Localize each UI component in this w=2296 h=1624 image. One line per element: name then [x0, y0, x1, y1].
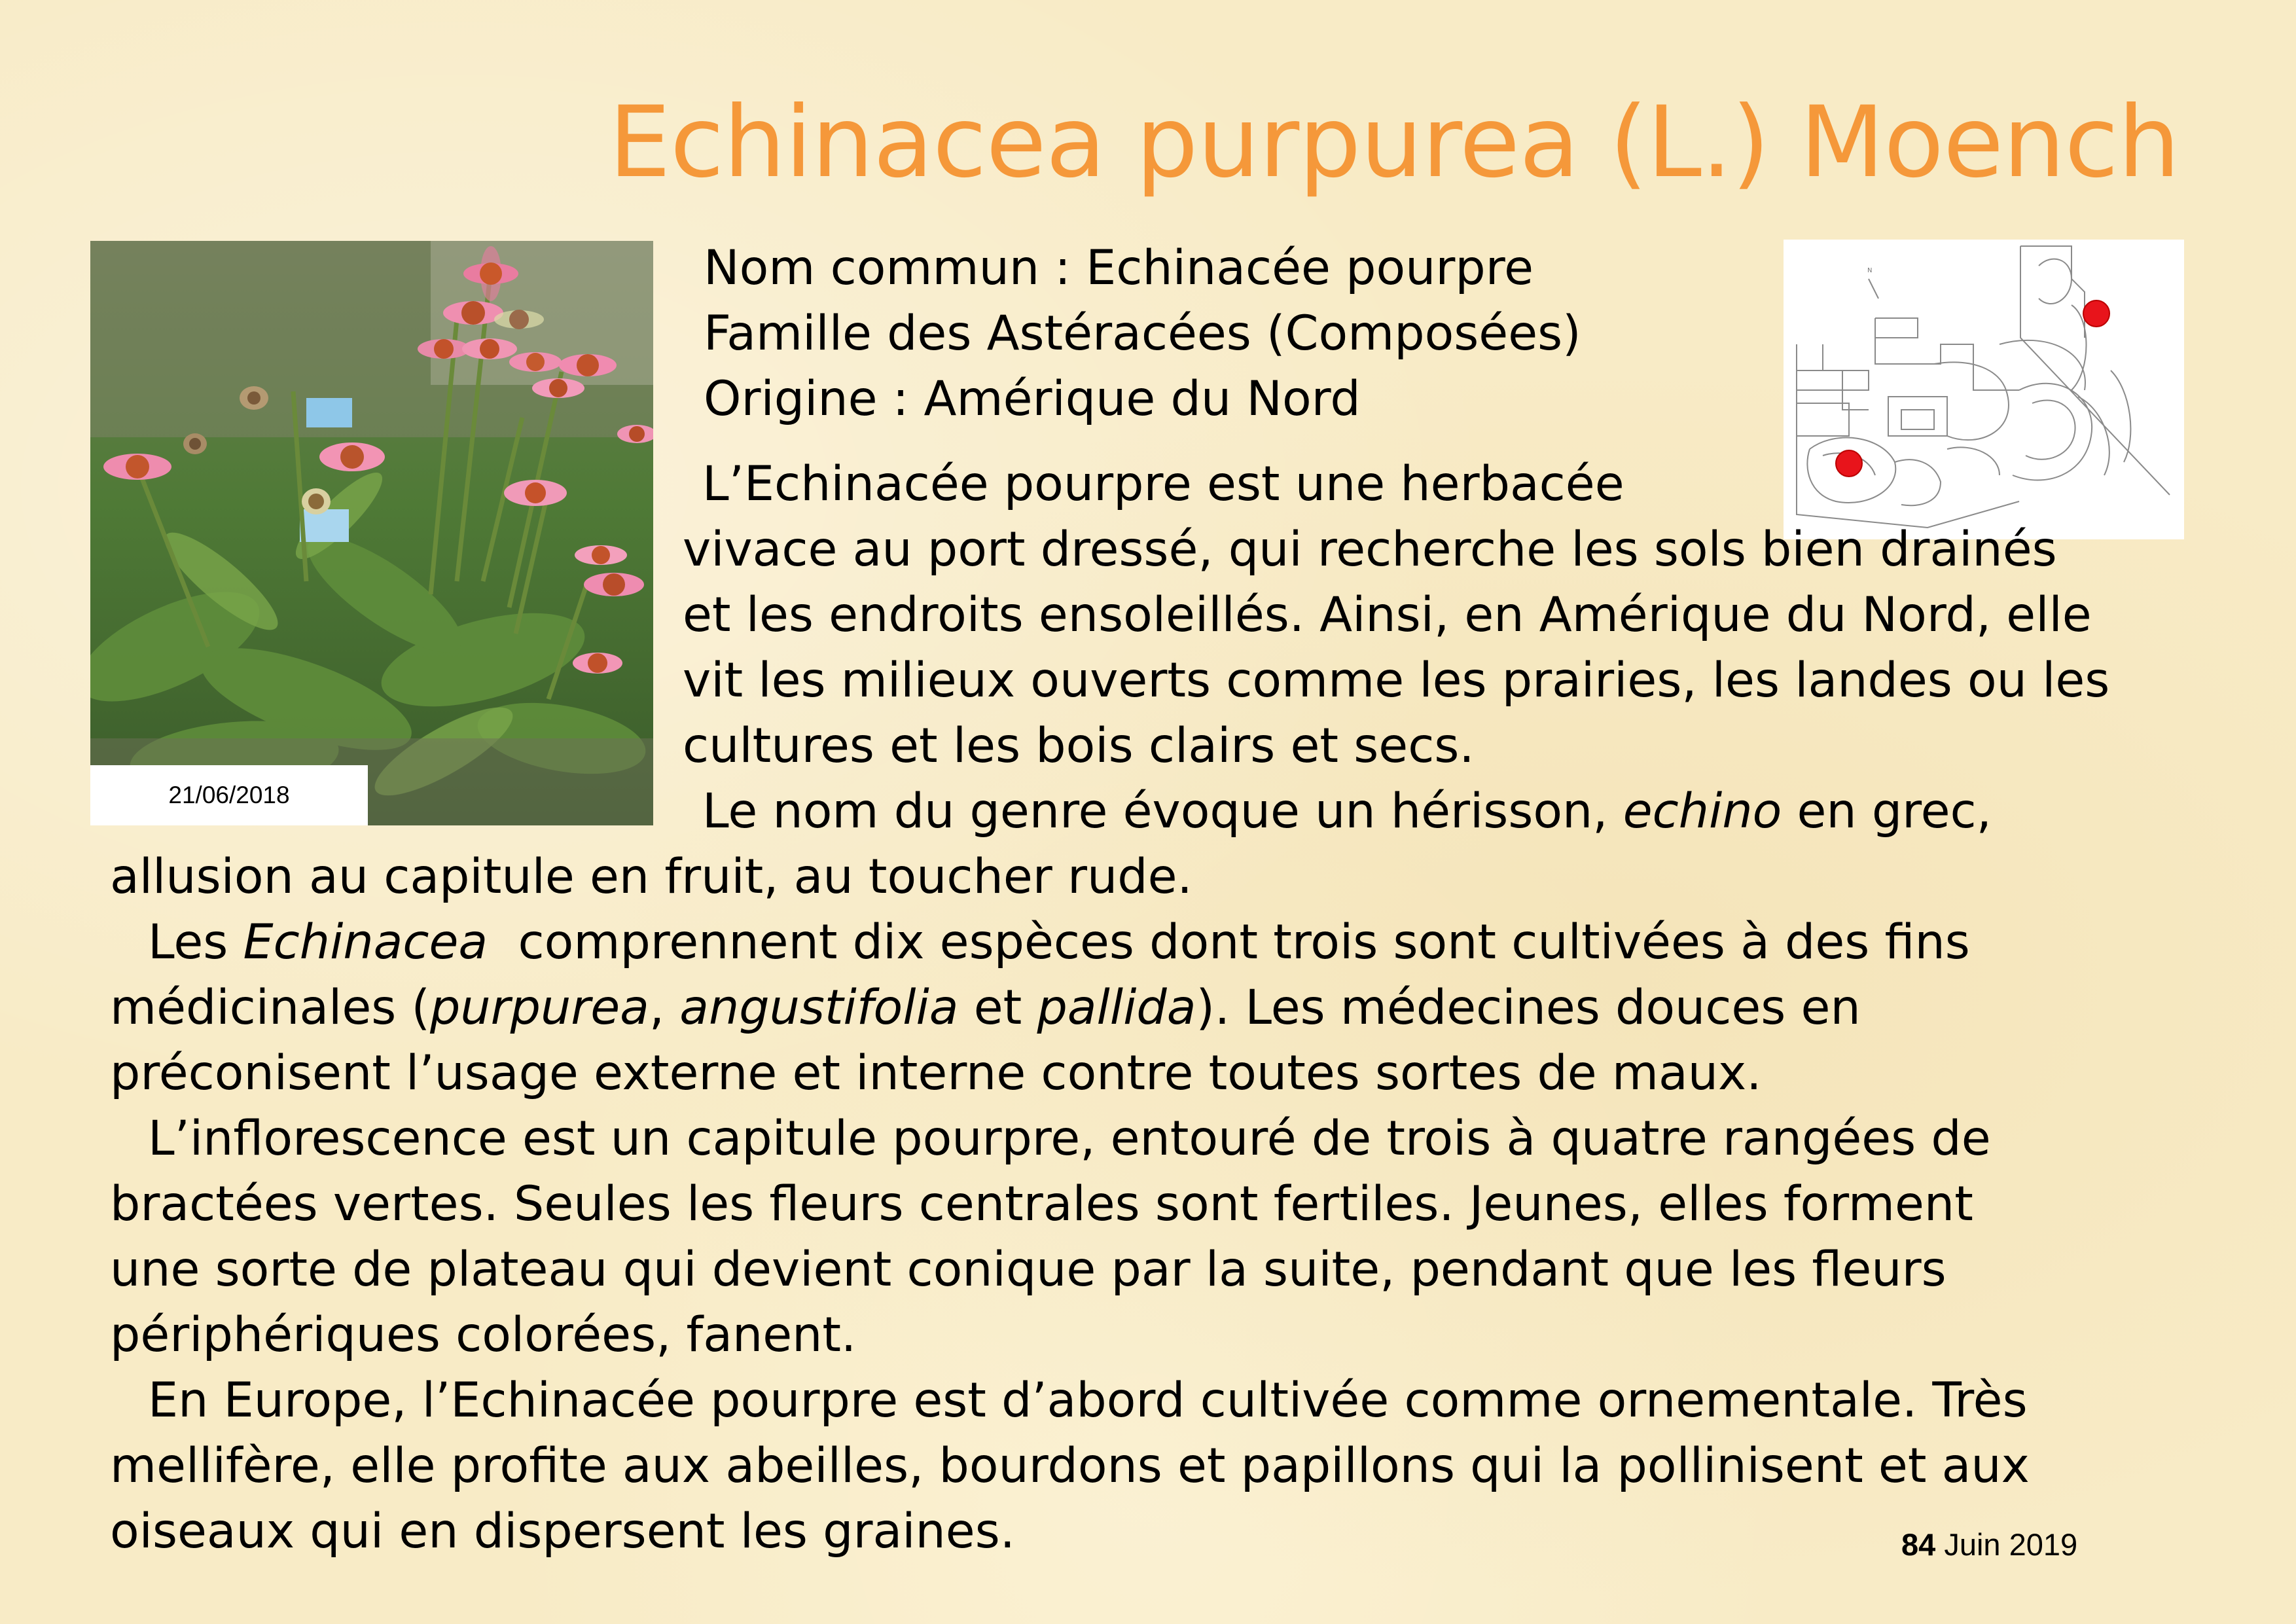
text-segment: ). Les médecines douces en — [1196, 980, 1861, 1036]
text-line: L’Echinacée pourpre est une herbacée — [702, 456, 1624, 512]
common-name: Nom commun : Echinacée pourpre — [704, 240, 1534, 296]
text-line: bractées vertes. Seules les fleurs centrales sont fertiles. Jeunes, elles forment — [110, 1176, 1973, 1232]
page-number: 84 — [1901, 1527, 1936, 1562]
text-line: L’inflorescence est un capitule pourpre, entouré de trois à quatre rangées de — [148, 1111, 1991, 1166]
map-marker-1 — [2083, 300, 2109, 327]
text-line — [110, 910, 2204, 975]
svg-text:N: N — [1867, 267, 1873, 274]
page-footer — [1901, 1525, 2077, 1564]
text-segment: comprennent dix espèces dont trois sont cultivées à des fins — [488, 914, 1970, 970]
text-segment: en grec, — [1782, 784, 1992, 839]
text-segment: Le nom du genre évoque un hérisson, — [702, 784, 1623, 839]
text-line — [110, 779, 2204, 844]
text-segment: Les — [148, 914, 243, 970]
text-line — [110, 975, 2204, 1041]
text-segment: médicinales ( — [110, 980, 430, 1036]
text-segment: et — [958, 980, 1037, 1036]
text-line: En Europe, l’Echinacée pourpre est d’abord cultivée comme ornementale. Très — [148, 1373, 2028, 1428]
text-line: mellifère, elle profite aux abeilles, bourdons et papillons qui la pollinisent et aux — [110, 1438, 2030, 1494]
plant-origin: Origine : Amérique du Nord — [704, 371, 1361, 427]
footer-date: Juin 2019 — [1944, 1527, 2078, 1562]
italic-term: angustifolia — [679, 980, 959, 1036]
text-line: vivace au port dressé, qui recherche les sols bien drainés — [683, 522, 2057, 577]
text-line: vit les milieux ouverts comme les prairies, les landes ou les — [683, 653, 2110, 708]
text-line: préconisent l’usage externe et interne contre toutes sortes de maux. — [110, 1045, 1762, 1101]
text-line: oiseaux qui en dispersent les graines. — [110, 1504, 1015, 1559]
page-title: Echinacea purpurea (L.) Moench — [609, 86, 2179, 200]
text-line: une sorte de plateau qui devient conique par la suite, pendant que les fleurs — [110, 1242, 1946, 1297]
text-line: cultures et les bois clairs et secs. — [683, 718, 1475, 774]
description-text — [110, 452, 2204, 1564]
italic-term: echino — [1623, 784, 1782, 839]
italic-term: purpurea — [429, 980, 649, 1036]
italic-term: Echinacea — [243, 914, 488, 970]
plant-info — [704, 236, 1581, 432]
text-line: périphériques colorées, fanent. — [110, 1307, 857, 1363]
italic-term: pallida — [1037, 980, 1196, 1036]
photo-date-label: 21/06/2018 — [90, 765, 368, 825]
text-line: et les endroits ensoleillés. Ainsi, en Amérique du Nord, elle — [683, 587, 2092, 643]
text-line: allusion au capitule en fruit, au toucher rude. — [110, 849, 1193, 905]
text-segment: , — [649, 980, 680, 1036]
plant-family: Famille des Astéracées (Composées) — [704, 306, 1581, 361]
